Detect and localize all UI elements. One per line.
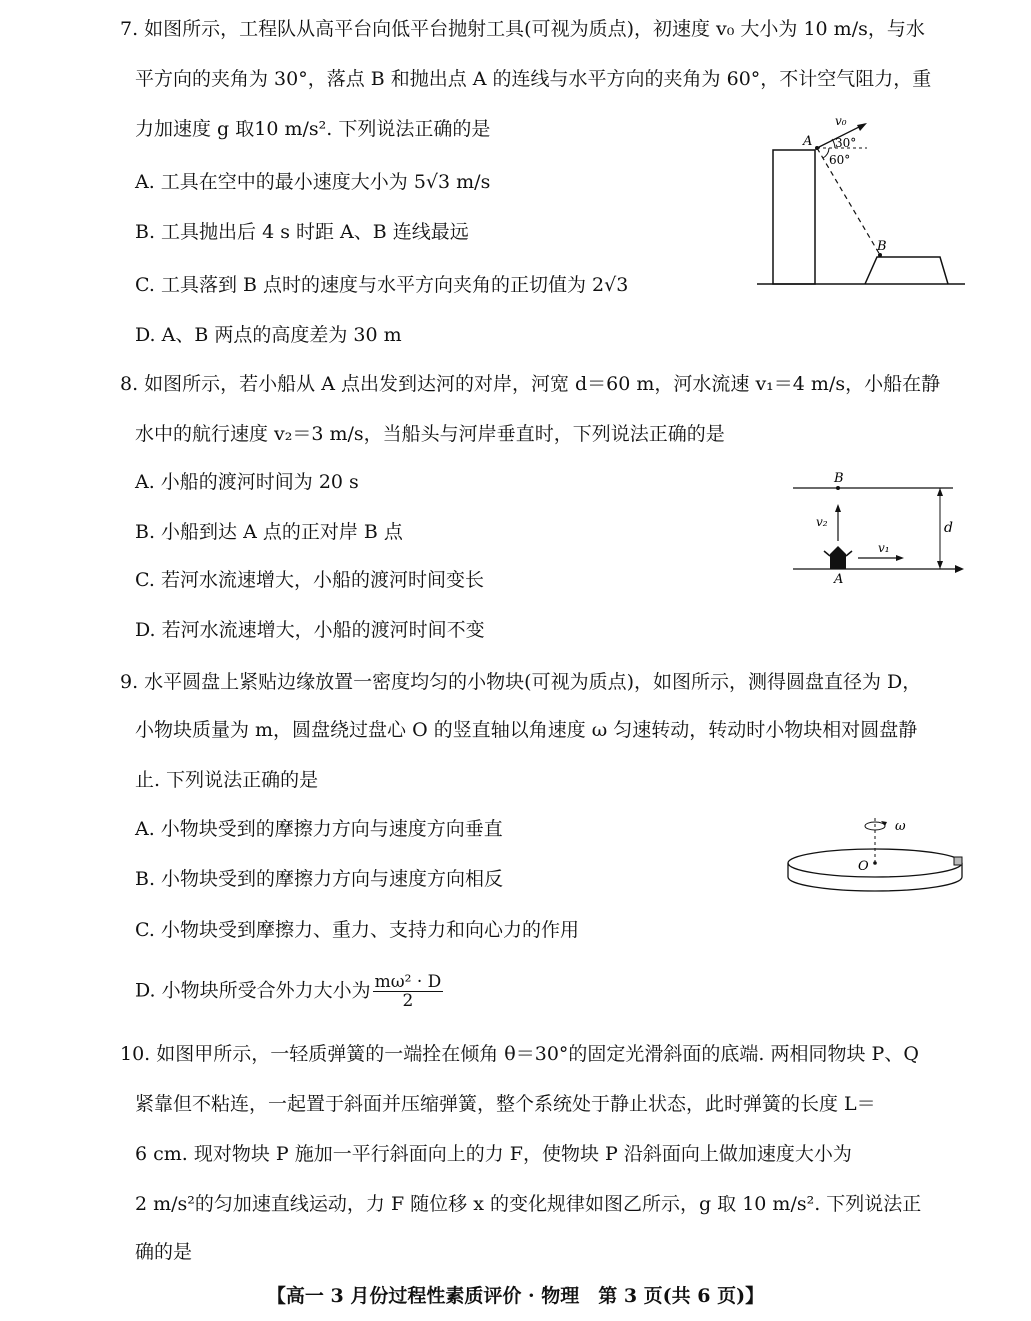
q7-label-v0: v₀ [835, 114, 847, 128]
q9-option-d [135, 973, 443, 1010]
q10-line-4: 2 m/s²的匀加速直线运动，力 F 随位移 x 的变化规律如图乙所示，g 取 10 m/s². 下列说法正 [135, 1193, 922, 1215]
q7-label-angle-30: 30° [835, 136, 857, 150]
q9-label-omega: ω [895, 819, 906, 834]
q7-label-a: A [803, 134, 813, 149]
q8-line-2: 水中的航行速度 v₂＝3 m/s，当船头与河岸垂直时，下列说法正确的是 [135, 423, 725, 445]
q9-option-d-text: D. 小物块所受合外力大小为 [135, 979, 371, 1002]
q9-option-a: A. 小物块受到的摩擦力方向与速度方向垂直 [135, 818, 503, 840]
q8-option-b: B. 小船到达 A 点的正对岸 B 点 [135, 521, 403, 543]
q10-line-5: 确的是 [135, 1241, 193, 1263]
q9-fraction-numerator: mω² · D [374, 972, 442, 992]
q8-label-v2: v₂ [816, 515, 828, 529]
q8-label-a: A [834, 572, 844, 586]
q8-option-a: A. 小船的渡河时间为 20 s [135, 471, 359, 493]
q7-figure [755, 110, 970, 290]
q7-option-a: A. 工具在空中的最小速度大小为 5√3 m/s [135, 171, 491, 193]
q7-line-1: 7. 如图所示，工程队从高平台向低平台抛射工具(可视为质点)，初速度 v₀ 大小为 10 m/s，与水 [120, 18, 925, 40]
q9-line-1: 9. 水平圆盘上紧贴边缘放置一密度均匀的小物块(可视为质点)，如图所示，测得圆盘直径为 D， [120, 671, 922, 693]
q9-option-b: B. 小物块受到的摩擦力方向与速度方向相反 [135, 868, 504, 890]
q7-option-b: B. 工具抛出后 4 s 时距 A、B 连线最远 [135, 221, 469, 243]
q7-line-3: 力加速度 g 取10 m/s². 下列说法正确的是 [135, 118, 491, 140]
q8-label-b: B [834, 471, 844, 486]
q8-figure [788, 466, 973, 586]
q9-label-o: O [858, 859, 869, 874]
q7-label-b: B [877, 239, 887, 254]
q7-option-c: C. 工具落到 B 点时的速度与水平方向夹角的正切值为 2√3 [135, 274, 629, 296]
q10-line-1: 10. 如图甲所示，一轻质弹簧的一端拴在倾角 θ＝30°的固定光滑斜面的底端. 两相同物块 P、Q [120, 1043, 919, 1065]
q8-option-c: C. 若河水流速增大，小船的渡河时间变长 [135, 569, 484, 591]
q7-option-d: D. A、B 两点的高度差为 30 m [135, 324, 402, 346]
q9-figure [783, 808, 973, 893]
q8-line-1: 8. 如图所示，若小船从 A 点出发到达河的对岸，河宽 d＝60 m，河水流速 v₁＝4 m/s，小船在静 [120, 373, 941, 395]
q7-label-angle-60: 60° [829, 153, 851, 167]
q7-line-2: 平方向的夹角为 30°，落点 B 和抛出点 A 的连线与水平方向的夹角为 60°，不计空气阻力，重 [135, 68, 932, 90]
q8-label-d: d [944, 520, 953, 536]
q9-line-3: 止. 下列说法正确的是 [135, 769, 319, 791]
q9-fraction-denominator: 2 [402, 991, 414, 1011]
page-footer: 【高一 3 月份过程性素质评价 · 物理 第 3 页(共 6 页)】 [266, 1285, 765, 1307]
q9-line-2: 小物块质量为 m，圆盘绕过盘心 O 的竖直轴以角速度 ω 匀速转动，转动时小物块相对圆盘静 [135, 719, 918, 741]
q10-line-3: 6 cm. 现对物块 P 施加一平行斜面向上的力 F，使物块 P 沿斜面向上做加速度大小为 [135, 1143, 852, 1165]
q10-line-2: 紧靠但不粘连，一起置于斜面并压缩弹簧，整个系统处于静止状态，此时弹簧的长度 L＝ [135, 1093, 876, 1115]
q8-label-v1: v₁ [878, 541, 890, 555]
q8-option-d: D. 若河水流速增大，小船的渡河时间不变 [135, 619, 485, 641]
q9-option-c: C. 小物块受到摩擦力、重力、支持力和向心力的作用 [135, 919, 579, 941]
q9-option-d-fraction [373, 973, 444, 1010]
